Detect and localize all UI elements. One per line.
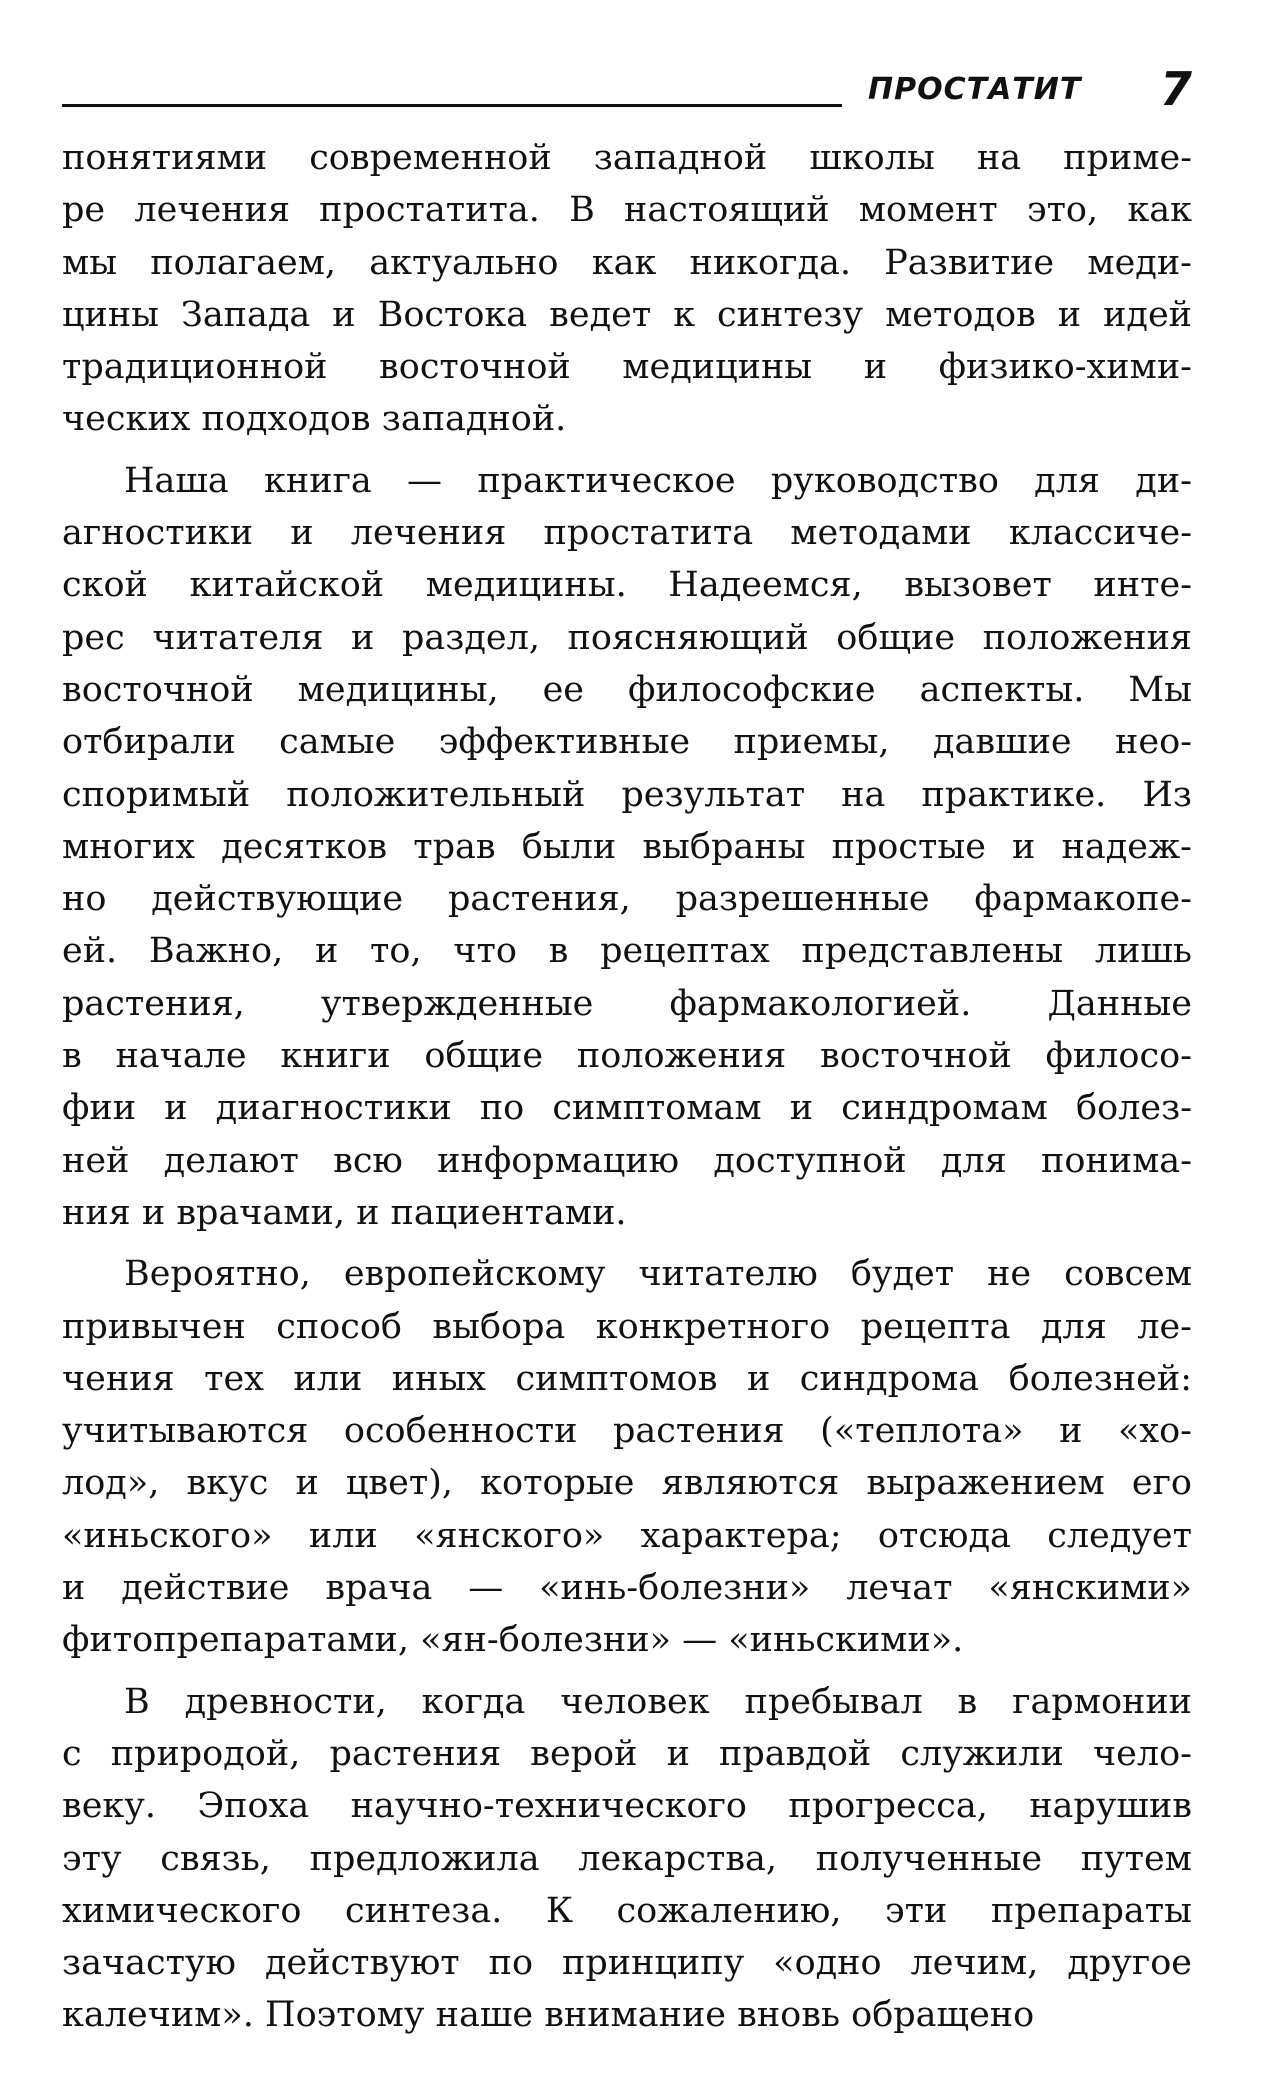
- text-line: чения тех или иных симптомов и синдрома болезней:: [62, 1358, 1192, 1399]
- text-line: ей. Важно, и то, что в рецептах представлены лишь: [62, 931, 1192, 972]
- body-text: [62, 132, 1192, 2042]
- text-line: ней делают всю информацию доступной для понима-: [62, 1140, 1192, 1181]
- text-line: и действие врача — «инь-болезни» лечат «янскими»: [62, 1568, 1192, 1609]
- text-line: учитываются особенности растения («теплота» и «хо-: [62, 1411, 1192, 1452]
- text-line: мы полагаем, актуально как никогда. Развитие меди-: [62, 242, 1192, 283]
- running-title: ПРОСТАТИТ: [868, 72, 1082, 107]
- text-line: лод», вкус и цвет), которые являются выражением его: [62, 1463, 1192, 1504]
- text-line: цины Запада и Востока ведет к синтезу методов и идей: [62, 294, 1192, 335]
- text-line: фии и диагностики по симптомам и синдромам болез-: [62, 1088, 1192, 1129]
- page-number: 7: [1159, 62, 1192, 116]
- header-rule: [62, 104, 842, 107]
- text-line: многих десятков трав были выбраны простые и надеж-: [62, 826, 1192, 867]
- text-line: «иньского» или «янского» характера; отсюда следует: [62, 1515, 1192, 1556]
- text-line: отбирали самые эффективные приемы, давшие нео-: [62, 722, 1192, 763]
- text-line: калечим». Поэтому наше внимание вновь обращено: [62, 1995, 1035, 2036]
- text-line: химического синтеза. К сожалению, эти препараты: [62, 1890, 1192, 1931]
- text-line: споримый положительный результат на практике. Из: [62, 774, 1192, 815]
- text-line: ческих подходов западной.: [62, 399, 567, 440]
- text-line: рес читателя и раздел, поясняющий общие положения: [62, 617, 1192, 658]
- text-line: восточной медицины, ее философские аспекты. Мы: [62, 669, 1192, 710]
- text-line: Вероятно, европейскому читателю будет не совсем: [124, 1254, 1192, 1295]
- text-line: ния и врачами, и пациентами.: [62, 1192, 627, 1233]
- text-line: понятиями современной западной школы на приме-: [62, 138, 1192, 178]
- paragraph: [62, 1248, 1192, 1666]
- text-line: ре лечения простатита. В настоящий момент это, как: [62, 190, 1192, 231]
- text-line: ской китайской медицины. Надеемся, вызовет инте-: [62, 565, 1192, 606]
- paragraph: [62, 132, 1192, 446]
- text-line: веку. Эпоха научно-технического прогресса, нарушив: [62, 1786, 1192, 1827]
- text-line: в начале книги общие положения восточной филосо-: [62, 1036, 1192, 1077]
- text-line: растения, утвержденные фармакологией. Данные: [62, 983, 1192, 1024]
- text-line: В древности, когда человек пребывал в гармонии: [124, 1681, 1192, 1722]
- paragraph: [62, 1676, 1192, 2042]
- text-line: но действующие растения, разрешенные фармакопе-: [62, 879, 1192, 920]
- text-line: эту связь, предложила лекарства, полученные путем: [62, 1838, 1192, 1879]
- page-header: [62, 62, 1192, 122]
- text-line: Наша книга — практическое руководство для ди-: [124, 460, 1192, 501]
- text-line: агностики и лечения простатита методами классиче-: [62, 513, 1192, 554]
- text-line: фитопрепаратами, «ян-болезни» — «иньскими».: [62, 1620, 964, 1661]
- text-line: привычен способ выбора конкретного рецепта для ле-: [62, 1306, 1192, 1347]
- text-line: зачастую действуют по принципу «одно лечим, другое: [62, 1943, 1192, 1984]
- text-line: с природой, растения верой и правдой служили чело-: [62, 1733, 1192, 1774]
- paragraph: [62, 455, 1192, 1239]
- text-line: традиционной восточной медицины и физико-хими-: [62, 347, 1192, 388]
